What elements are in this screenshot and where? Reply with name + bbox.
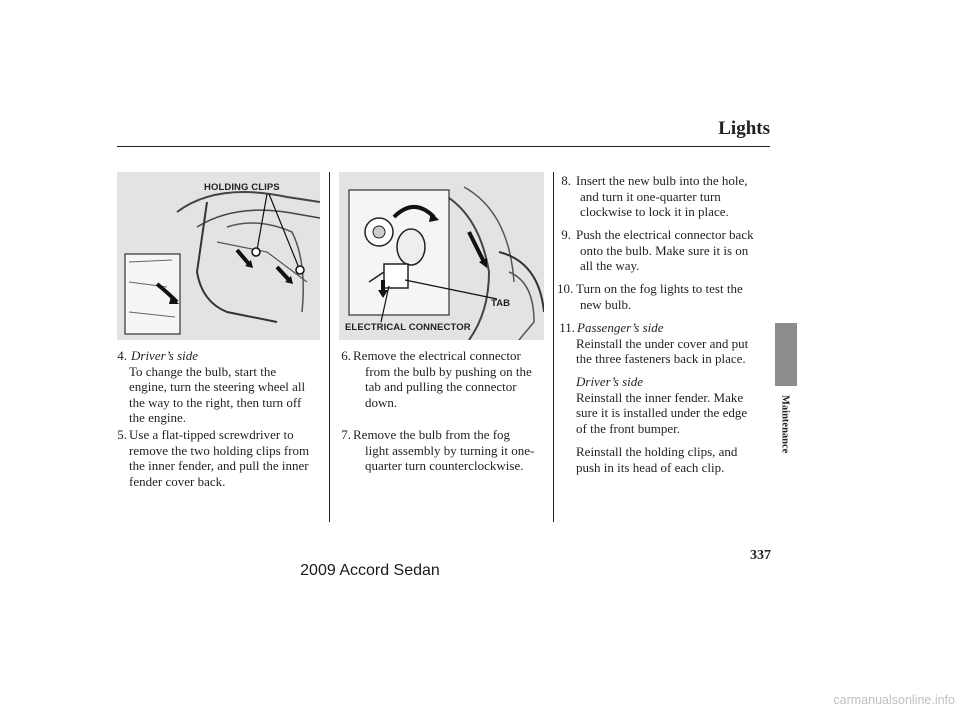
step-number: 5.: [117, 427, 127, 442]
page-number: 337: [750, 548, 771, 563]
step-subhead-passenger: Passenger’s side: [577, 320, 664, 335]
step-line: light assembly by turning it one-: [365, 442, 535, 458]
step-body: [353, 427, 553, 474]
page-title: Lights: [718, 118, 770, 139]
step-line: engine, turn the steering wheel all: [129, 379, 306, 394]
step-8: [557, 173, 767, 221]
step-body: [576, 281, 771, 312]
step-line: Use a flat-tipped screwdriver to: [129, 427, 294, 442]
step-line: and turn it one-quarter turn: [580, 188, 721, 204]
step-line: all the way.: [580, 258, 640, 273]
step-subhead: Driver’s side: [131, 348, 199, 363]
step-body: [576, 227, 771, 274]
column-divider-1: [329, 172, 330, 522]
step-line: quarter turn counterclockwise.: [365, 458, 524, 473]
holding-clips-label: HOLDING CLIPS: [204, 182, 280, 193]
step-line: from the bulb by pushing on the: [365, 363, 532, 379]
step-number: 11.: [559, 320, 575, 335]
step-line: To change the bulb, start the: [129, 363, 277, 379]
step-line: the inner fender, and pull the inner: [129, 458, 309, 473]
step-line: Remove the electrical connector: [353, 348, 521, 363]
step-line: Push the electrical connector back: [576, 227, 754, 242]
figure-holding-clips-illustration: [117, 172, 320, 340]
step-body: [129, 427, 329, 489]
footer-model: 2009 Accord Sedan: [300, 562, 440, 579]
step-line: the way to the right, then turn off: [129, 394, 302, 410]
watermark: carmanualsonline.info: [833, 693, 955, 707]
step-body-clips: [576, 444, 771, 475]
section-tab: [775, 323, 797, 386]
step-body-driver: [576, 390, 771, 437]
section-tab-label: Maintenance: [779, 395, 791, 454]
step-line: Reinstall the inner fender. Make: [576, 389, 744, 405]
electrical-connector-label: ELECTRICAL CONNECTOR: [345, 322, 471, 333]
step-5: [117, 427, 327, 489]
step-line: Reinstall the under cover and put: [576, 335, 749, 351]
step-line: fender cover back.: [129, 473, 226, 489]
header-rule: [117, 146, 770, 147]
step-number: 8.: [561, 173, 571, 188]
step-number: 9.: [561, 227, 571, 242]
step-line: the engine.: [129, 410, 187, 425]
step-line: the three fasteners back in place.: [576, 351, 746, 366]
step-6: [341, 348, 551, 410]
step-number: 6.: [341, 348, 351, 363]
step-body: [576, 173, 771, 220]
tab-label: TAB: [491, 298, 511, 309]
figure-holding-clips: [117, 172, 320, 340]
step-4: [117, 348, 327, 425]
step-line: new bulb.: [580, 296, 632, 312]
step-line: onto the bulb. Make sure it is on: [580, 242, 749, 258]
step-line: tab and pulling the connector: [365, 379, 517, 394]
step-body: [129, 364, 329, 426]
step-line: remove the two holding clips from: [129, 442, 310, 458]
column-divider-2: [553, 172, 554, 522]
step-number: 10.: [557, 281, 574, 296]
step-line: clockwise to lock it in place.: [580, 204, 729, 219]
step-9: [557, 227, 767, 275]
step-line: sure it is installed under the edge: [576, 405, 748, 420]
step-body: [353, 348, 553, 410]
step-line: Remove the bulb from the fog: [353, 427, 511, 442]
figure-electrical-connector-illustration: [339, 172, 544, 340]
step-subhead-driver: Driver’s side: [576, 374, 644, 389]
step-number: 7.: [341, 427, 351, 442]
step-number: 4.: [117, 348, 127, 363]
step-line: down.: [365, 394, 398, 410]
step-11: [557, 320, 769, 475]
step-line: push in its head of each clip.: [576, 459, 725, 475]
step-7: [341, 427, 551, 475]
figure-electrical-connector: [339, 172, 544, 340]
step-line: Reinstall the holding clips, and: [576, 444, 738, 459]
step-line: Turn on the fog lights to test the: [576, 281, 743, 296]
step-line: Insert the new bulb into the hole,: [576, 173, 748, 188]
step-body-passenger: [576, 336, 771, 367]
step-line: of the front bumper.: [576, 420, 680, 436]
step-10: [557, 281, 767, 313]
